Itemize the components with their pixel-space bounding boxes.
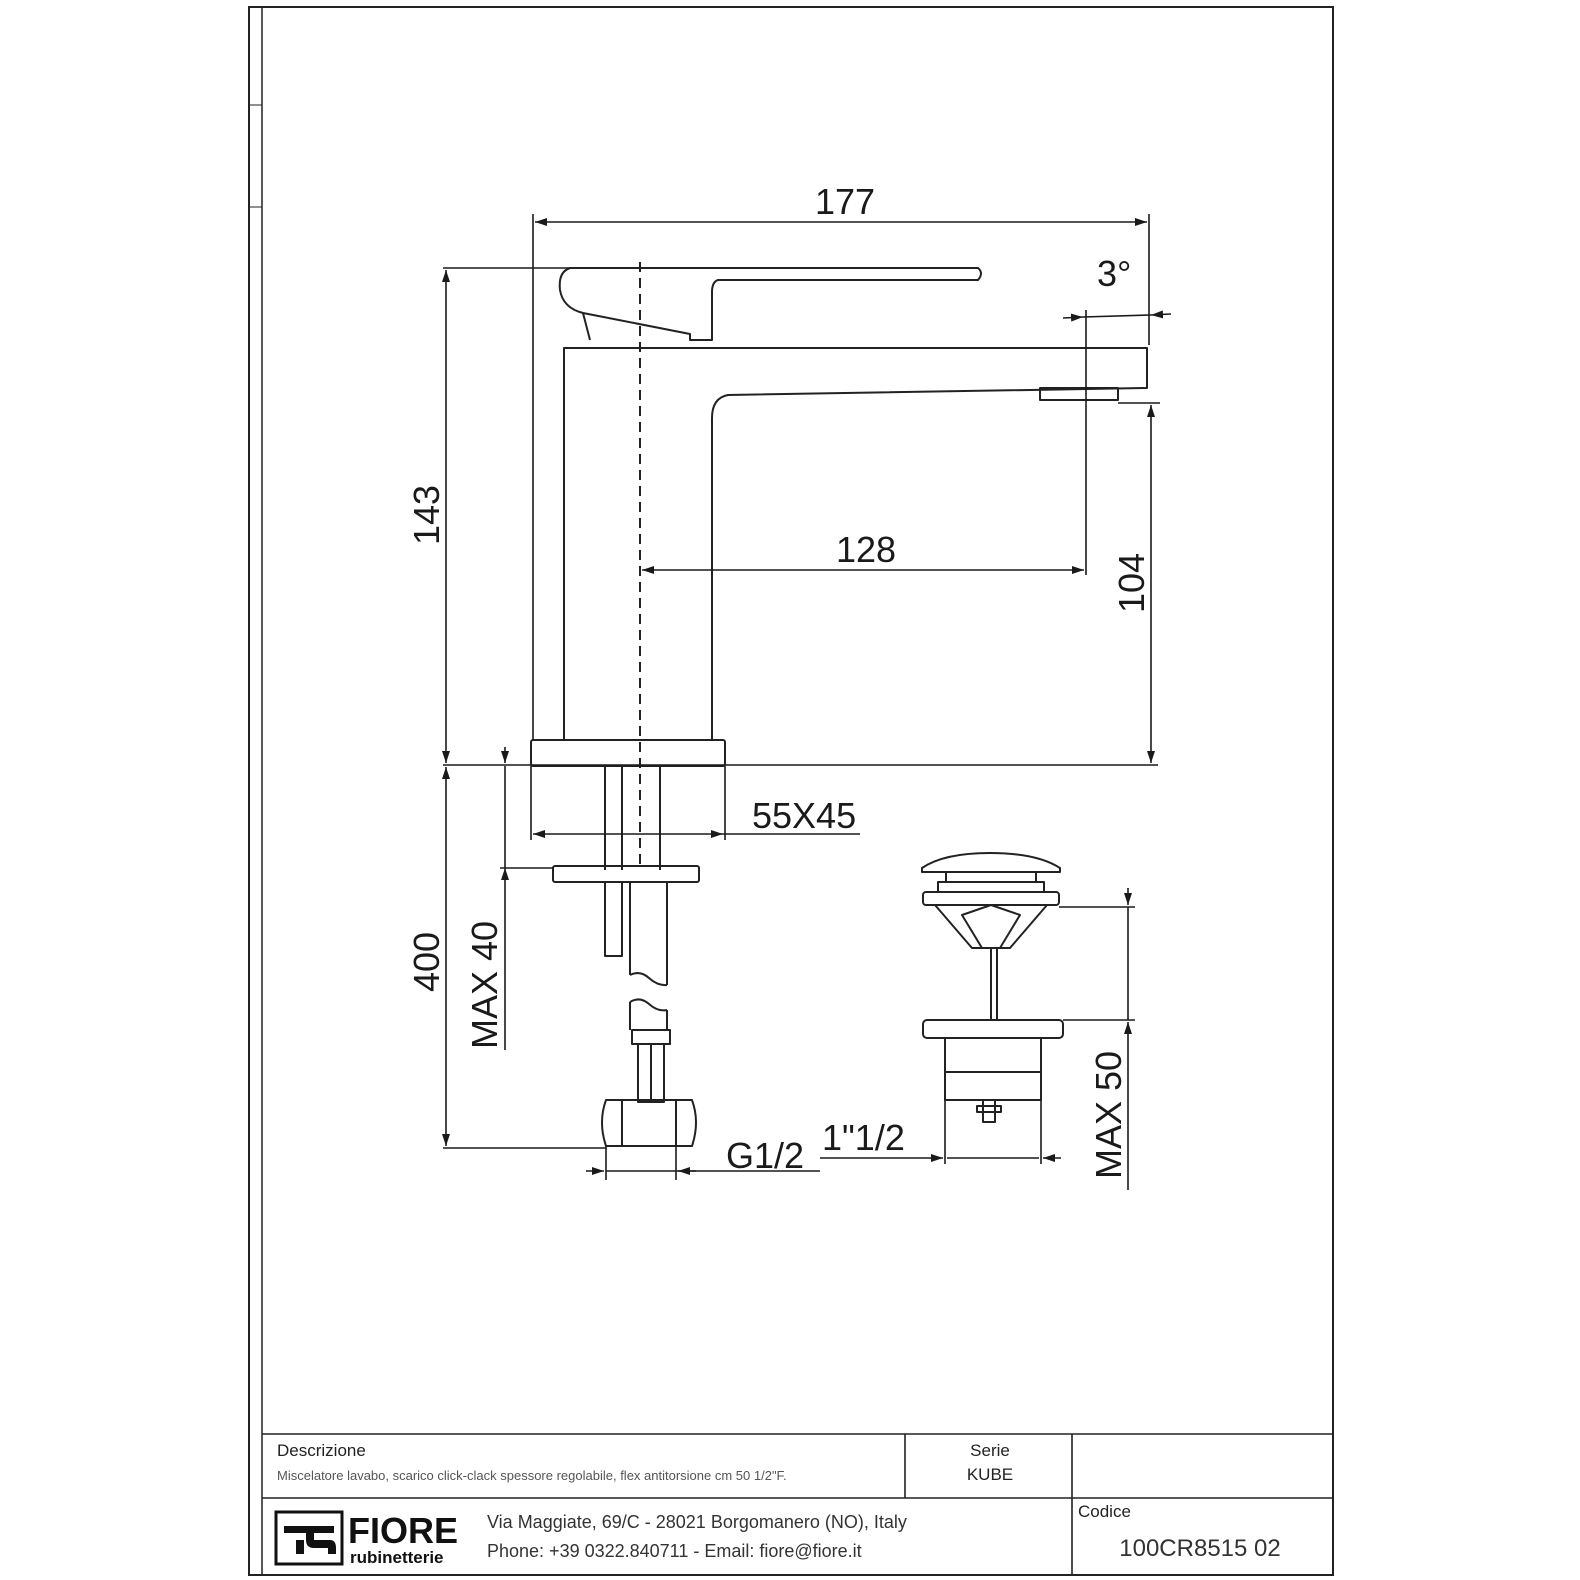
- address-line: Via Maggiate, 69/C - 28021 Borgomanero (NO), Italy: [487, 1512, 907, 1532]
- series-label: Serie: [970, 1441, 1010, 1460]
- logo-subtitle: rubinetterie: [350, 1548, 444, 1567]
- click-clack-waste: [922, 853, 1063, 1122]
- dim-overall-length: 177: [814, 181, 876, 222]
- dim-waste-max-thickness: MAX 50: [1088, 1050, 1129, 1180]
- sheet-frame: [249, 7, 1333, 1575]
- description-text: Miscelatore lavabo, scarico click-clack spessore regolabile, flex antitorsione cm 50 1/2"F.: [277, 1468, 787, 1483]
- dim-spout-angle: 3°: [1097, 253, 1132, 294]
- dim-flex-hose-length: 400: [406, 931, 447, 993]
- logo-wordmark: FIORE: [348, 1510, 459, 1551]
- contact-line: Phone: +39 0322.840711 - Email: fiore@fiore.it: [487, 1541, 862, 1561]
- dim-spout-reach: 128: [835, 529, 897, 570]
- faucet-body: [531, 268, 1147, 1146]
- dim-total-height: 143: [406, 484, 447, 546]
- dim-base-size: 55X45: [752, 795, 857, 836]
- description-label: Descrizione: [277, 1441, 366, 1460]
- dim-waste-thread: 1"1/2: [822, 1117, 905, 1158]
- dim-spout-height: 104: [1111, 552, 1152, 614]
- code-label: Codice: [1078, 1502, 1131, 1521]
- series-value: KUBE: [966, 1465, 1014, 1484]
- dim-deck-max-thickness: MAX 40: [464, 920, 505, 1050]
- fiore-logo: [276, 1510, 458, 1567]
- dim-hose-thread: G1/2: [726, 1135, 805, 1176]
- code-value: 100CR8515 02: [1119, 1535, 1281, 1562]
- dimension-lines: [443, 214, 1171, 1190]
